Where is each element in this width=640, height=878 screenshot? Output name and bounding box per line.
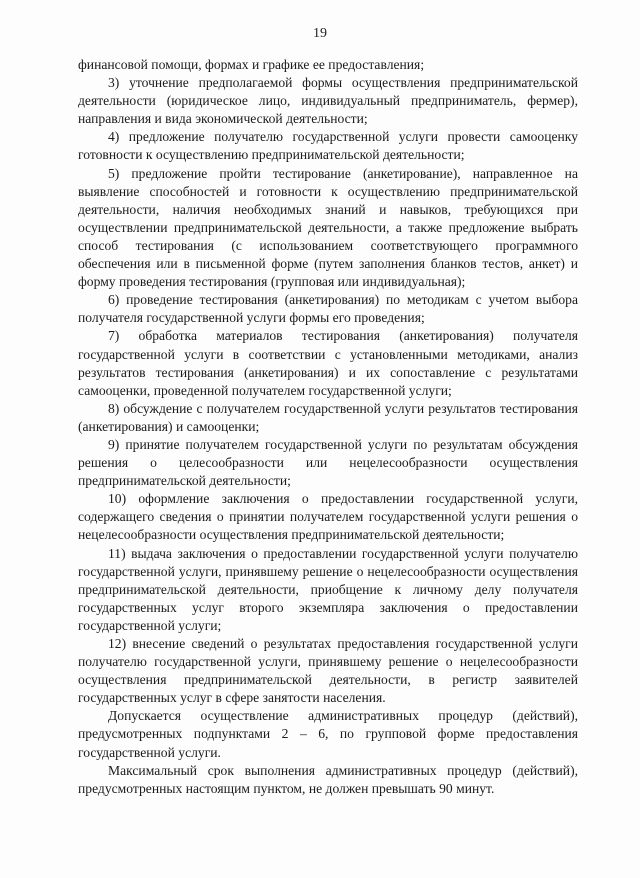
page-number: 19 xyxy=(313,26,327,41)
paragraph-max-duration: Максимальный срок выполнения административных процедур (действий), предусмотренных настоящим пунктом, не должен превышать 90 минут. xyxy=(78,762,578,796)
paragraph-item-12: 12) внесение сведений о результатах предоставления государственной услуги получателю государственной услуги, принявшему решение о нецелесообразности осуществления предпринимательской деятельности, в регистр заявителей государственных услуг в сфере занятости населения. xyxy=(78,636,578,706)
paragraph-item-11: 11) выдача заключения о предоставлении государственной услуги получателю государственной услуги, принявшему решение о нецелесообразности осуществления предпринимательской деятельности, приобщение к личному делу получателя государственных услуг второго экземпляра заключения о предоставлении государственной услуги; xyxy=(78,545,578,633)
paragraph-continuation: финансовой помощи, формах и графике ее предоставления; xyxy=(78,57,425,72)
page-body-text xyxy=(78,56,578,798)
paragraph-item-8: 8) обсуждение с получателем государственной услуги результатов тестирования (анкетирования) и самооценки; xyxy=(78,400,578,434)
paragraph-item-4: 4) предложение получателю государственной услуги провести самооценку готовности к осуществлению предпринимательской деятельности; xyxy=(78,129,578,163)
paragraph-item-6: 6) проведение тестирования (анкетирования) по методикам с учетом выбора получателя государственной услуги формы его проведения; xyxy=(78,292,578,326)
paragraph-item-3: 3) уточнение предполагаемой формы осуществления предпринимательской деятельности (юридическое лицо, индивидуальный предприниматель, фермер), направления и вида экономической деятельности; xyxy=(78,75,578,127)
paragraph-item-5: 5) предложение пройти тестирование (анкетирование), направленное на выявление способностей и готовности к осуществлению предпринимательской деятельности, наличия необходимых знаний и навыков, требующихся при осуществлении предпринимательской деятельности, а также предложение выбрать способ тестирования (с использованием соответствующего программного обеспечения или в письменной форме (путем заполнения бланков тестов, анкет) и форму проведения тестирования (групповая или индивидуальная); xyxy=(78,165,578,290)
paragraph-item-7: 7) обработка материалов тестирования (анкетирования) получателя государственной услуги в соответствии с установленными методиками, анализ результатов тестирования (анкетирования) и их сопоставление с результатами самооценки, проведенной получателем государственной услуги; xyxy=(78,328,578,398)
paragraph-group-form-note: Допускается осуществление административных процедур (действий), предусмотренных подпунктами 2 – 6, по групповой форме предоставления государственной услуги. xyxy=(78,708,578,760)
paragraph-item-10: 10) оформление заключения о предоставлении государственной услуги, содержащего сведения о принятии получателем государственной услуги решения о нецелесообразности осуществления предпринимательской деятельности; xyxy=(78,491,578,543)
paragraph-item-9: 9) принятие получателем государственной услуги по результатам обсуждения решения о целесообразности или нецелесообразности осуществления предпринимательской деятельности; xyxy=(78,436,578,489)
